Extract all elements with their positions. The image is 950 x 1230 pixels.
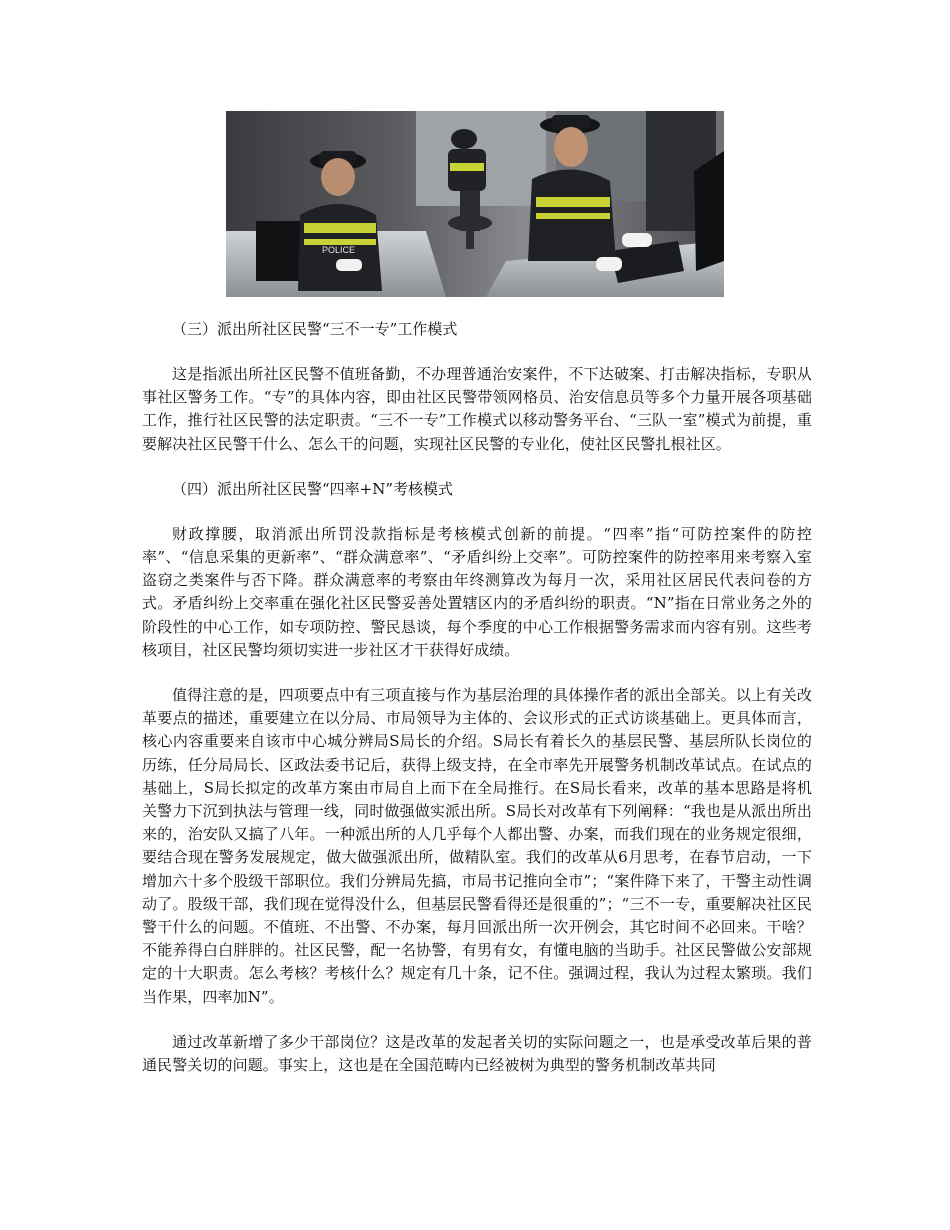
- police-photo: [226, 111, 724, 297]
- police-vest-text: POLICE: [322, 245, 356, 255]
- section-heading-three: （三）派出所社区民警“三不一专”工作模式: [172, 320, 458, 338]
- paragraph-new-positions: 通过改革新增了多少干部岗位？这是改革的发起者关切的实际问题之一，也是承受改革后果的普通民警关切的问题。事实上，这也是在全国范畴内已经被树为典型的警务机制改革共同: [142, 1032, 812, 1075]
- paragraph-noteworthy: 值得注意的是，四项要点中有三项直接与作为基层治理的具体操作者的派出全部关。以上有关改革要点的描述，重要建立在以分局、市局领导为主体的、会议形式的正式访谈基础上。更具体而言，核心内容重要来自该市中心城分辨局S局长的介绍。S局长有着长久的基层民警、基层所队长岗位的历练，任分局局长、区政法委书记后，获得上级支持，在全市率先开展警务机制改革试点。在试点的基础上，S局长拟定的改革方案由市局自上而下在全局推行。在S局长看来，改革的基本思路是将机关警力下沉到执法与管理一线，同时做强做实派出所。S局长对改革有下列阐释：“我也是从派出所出来的，治安队又搞了八年。一种派出所的人几乎每个人都出警、办案，而我们现在的业务规定很细，要结合现在警务发展规定，做大做强派出所，做精队室。我们的改革从6月思考，在春节启动，一下增加六十多个股级干部职位。我们分辨局先搞，市局书记推向全市”；“案件降下来了，干警主动性调动了。股级干部，我们现在觉得没什么，但基层民警看得还是很重的”；“三不一专，重要解决社区民警干什么的问题。不值班、不出警、不办案，每月回派出所一次开例会，其它时间不必回来。干啥？不能养得白白胖胖的。社区民警，配一名协警，有男有女，有懂电脑的当助手。社区民警做公安部规定的十大职责。怎么考核？考核什么？规定有几十条，记不住。强调过程，我认为过程太繁琐。我们当作果，四率加N”。: [142, 686, 812, 1006]
- paragraph-three-no-one-specialist: 这是指派出所社区民警不值班备勤，不办理普通治安案件，不下达破案、打击解决指标，专职从事社区警务工作。“专”的具体内容，即由社区民警带领网格员、治安信息员等多个力量开展各项基础工作，推行社区民警的法定职责。“三不一专”工作模式以移动警务平台、“三队一室”模式为前提，重要解决社区民警干什么、怎么干的问题，实现社区民警的专业化，使社区民警扎根社区。: [142, 365, 812, 453]
- paragraph-four-rates-assessment: 财政撑腰，取消派出所罚没款指标是考核模式创新的前提。“四率”指“可防控案件的防控率”、“信息采集的更新率”、“群众满意率”、“矛盾纠纷上交率”。可防控案件的防控率用来考察入室盗窃之类案件与否下降。群众满意率的考察由年终测算改为每月一次，采用社区居民代表问卷的方式。矛盾纠纷上交率重在强化社区民警妥善处置辖区内的矛盾纠纷的职责。“N”指在日常业务之外的阶段性的中心工作，如专项防控、警民恳谈，每个季度的中心工作根据警务需求而内容有别。这些考核项目，社区民警均须切实进一步社区才干获得好成绩。: [142, 524, 812, 659]
- section-heading-four: （四）派出所社区民警“四率+N”考核模式: [172, 479, 454, 498]
- article-body: [142, 318, 812, 1099]
